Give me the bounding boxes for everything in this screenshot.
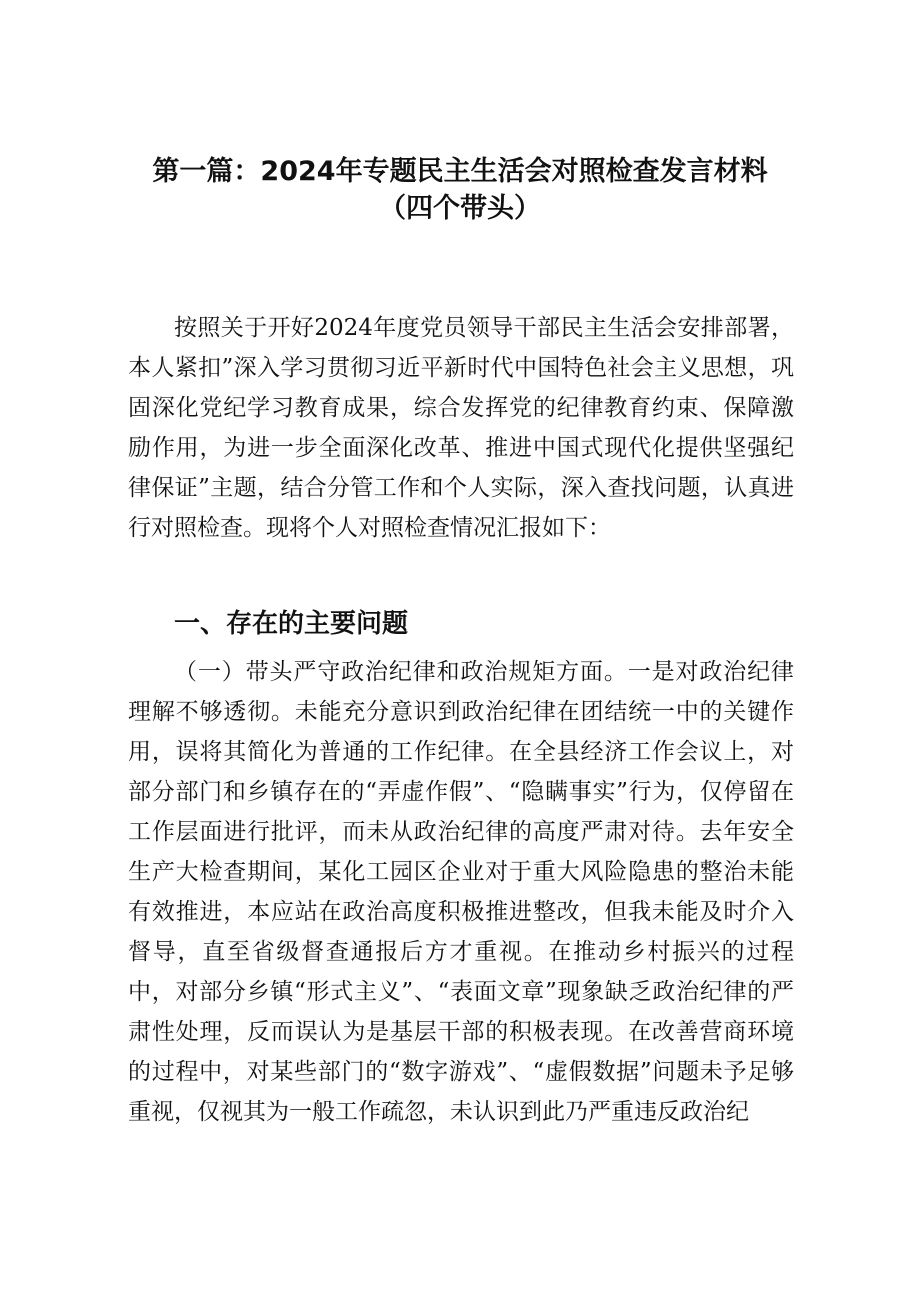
document-subtitle: （四个带头） — [379, 193, 541, 224]
intro-paragraph: 按照关于开好2024年度党员领导干部民主生活会安排部署，本人紧扣”深入学习贯彻习近平新时代中国特色社会主义思想，巩固深化党纪学习教育成果，综合发挥党的纪律教育约束、保障激励作用，为进一步全面深化改革、推进中国式现代化提供坚强纪律保证”主题，结合分管工作和个人实际，深入查找问题，认真进行对照检查。现将个人对照检查情况汇报如下： — [128, 315, 794, 541]
document-title: 第一篇：2024年专题民主生活会对照检查发言材料 — [152, 156, 768, 187]
section-heading: 一、存在的主要问题 — [174, 609, 409, 639]
body-paragraph: （一）带头严守政治纪律和政治规矩方面。一是对政治纪律理解不够透彻。未能充分意识到政治纪律在团结统一中的关键作用，误将其简化为普通的工作纪律。在全县经济工作会议上，对部分部门和乡镇存在的“弄虚作假”、“隐瞒事实”行为，仅停留在工作层面进行批评，而未从政治纪律的高度严肃对待。去年安全生产大检查期间，某化工园区企业对于重大风险隐患的整治未能有效推进，本应站在政治高度积极推进整改，但我未能及时介入督导，直至省级督查通报后方才重视。在推动乡村振兴的过程中，对部分乡镇“形式主义”、“表面文章”现象缺乏政治纪律的严肃性处理，反而误认为是基层干部的积极表现。在改善营商环境的过程中，对某些部门的“数字游戏”、“虚假数据”问题未予足够重视，仅视其为一般工作疏忽，未认识到此乃严重违反政治纪 — [128, 659, 794, 1125]
